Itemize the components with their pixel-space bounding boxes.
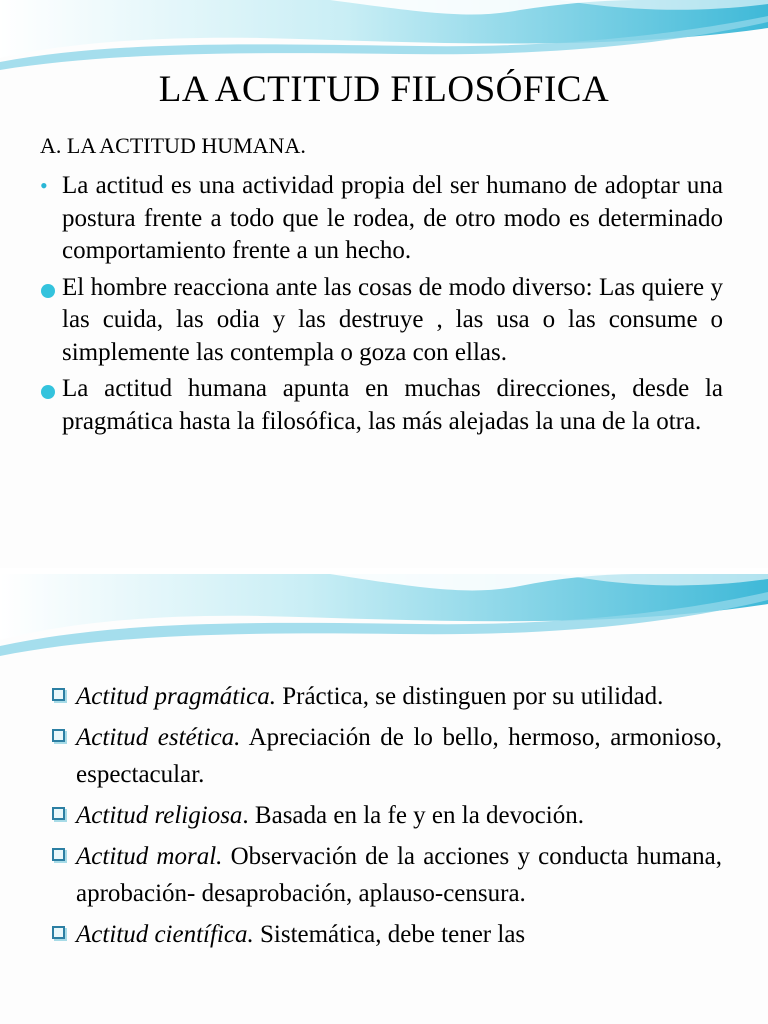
attitude-description: Observación de la acciones y conducta humana, aprobación- desaprobación, aplauso-censura. — [76, 843, 722, 907]
attitude-term: Actitud estética. — [76, 724, 241, 751]
attitude-description: Apreciación de lo bello, hermoso, armonioso, espectacular. — [76, 724, 723, 788]
bullet-item — [40, 272, 723, 370]
list-item — [50, 719, 722, 793]
checkbox-bullet-icon — [52, 848, 65, 861]
slide-2 — [0, 574, 768, 1024]
checkbox-bullet-icon — [52, 926, 65, 939]
header-wave-decoration — [0, 574, 768, 664]
list-item — [50, 916, 722, 953]
attitude-term: Actitud pragmática. — [76, 683, 276, 710]
list-item — [50, 797, 722, 834]
attitude-term: Actitud religiosa — [76, 802, 243, 829]
list-item — [50, 838, 722, 912]
round-bullet-icon — [41, 385, 55, 399]
attitude-description: . Basada en la fe y en la devoción. — [242, 802, 584, 829]
bullet-text: La actitud es una actividad propia del ser humano de adoptar una postura frente a todo que le rodea, de otro modo es determinado comportamiento frente a un hecho. — [62, 172, 723, 264]
bullet-item — [40, 170, 723, 268]
bullet-text: El hombre reacciona ante las cosas de modo diverso: Las quiere y las cuida, las odia y las destruye , las usa o las consume o simplemente las contempla o goza con ellas. — [62, 273, 723, 366]
round-bullet-icon — [41, 284, 55, 298]
bullet-item — [40, 373, 723, 438]
bullet-marker: • — [40, 173, 48, 198]
attitude-list — [50, 678, 722, 957]
bullet-list — [40, 170, 723, 442]
checkbox-bullet-icon — [52, 688, 65, 701]
attitude-description: Sistemática, debe tener las — [253, 921, 526, 948]
checkbox-bullet-icon — [52, 807, 65, 820]
checkbox-bullet-icon — [52, 729, 65, 742]
attitude-term: Actitud científica. — [76, 921, 254, 948]
list-item — [50, 678, 722, 715]
slide-title: LA ACTITUD FILOSÓFICA — [158, 69, 610, 110]
section-subheading: A. LA ACTITUD HUMANA. — [40, 133, 306, 158]
bullet-text: La actitud humana apunta en muchas direcciones, desde la pragmática hasta la filosófica, las más alejadas la una de la otra. — [62, 375, 723, 435]
attitude-term: Actitud moral. — [76, 843, 223, 870]
attitude-description: Práctica, se distinguen por su utilidad. — [275, 683, 664, 710]
